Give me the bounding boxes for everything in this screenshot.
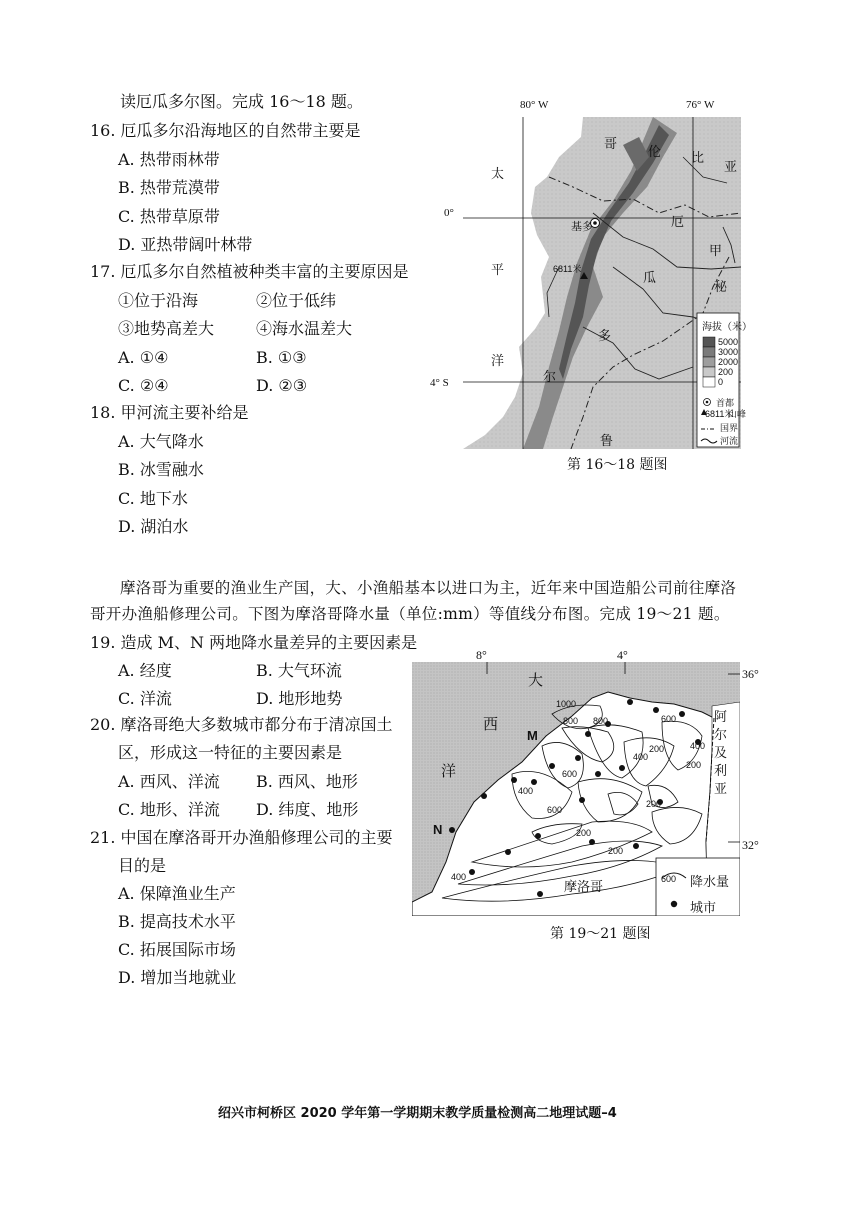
legend-border: 国界 [720,423,739,433]
colombia-label: 伦 [648,145,662,160]
legend-level: 5000 [718,337,739,347]
ocean-label: 太 [491,167,505,182]
question-17-option: C. ②④ [118,376,169,395]
question-21-option: A. 保障渔业生产 [118,884,236,903]
question-19-option: D. 地形地势 [256,689,343,708]
lat-label-36: 36° [742,667,759,681]
legend-city-label: 城市 [690,901,717,916]
ocean-label-2: 西 [483,715,499,733]
legend-river: 河流 [720,436,739,446]
question-21-stem-cont: 目的是 [118,856,167,875]
point-n-label: N [433,822,443,837]
legend-level: 3000 [718,347,739,357]
isoline-value: 800 [593,716,609,726]
question-17-item: ④海水温差大 [256,319,353,338]
isoline-value: 400 [518,786,534,796]
question-19-option: C. 洋流 [118,689,172,708]
question-18-option: B. 冰雪融水 [118,460,204,479]
question-18-option: D. 湖泊水 [118,517,189,536]
legend-level: 200 [718,367,734,377]
peru-label: 秘 [714,280,728,295]
peak-label: 6811米 [553,264,582,274]
question-19-stem: 19. 造成 M、N 两地降水量差异的主要因素是 [90,633,418,652]
algeria-label: 及 [714,746,728,761]
question-18-option: A. 大气降水 [118,432,204,451]
isoline-value: 600 [661,714,677,724]
isoline-value: 400 [633,752,649,762]
isoline-value: 400 [451,872,467,882]
question-17-option: B. ①③ [256,348,307,367]
legend-level: 0 [718,377,724,387]
lon-label-4: 4° [617,648,628,662]
question-16-stem: 16. 厄瓜多尔沿海地区的自然带主要是 [90,121,361,140]
legend-peak-value: 6811米 [705,409,734,419]
question-20-option: D. 纬度、地形 [256,800,359,819]
question-20-stem-cont: 区，形成这一特征的主要因素是 [118,743,343,762]
question-16-option: A. 热带雨林带 [118,150,220,169]
country-label: 摩洛哥 [564,880,604,895]
map2-caption: 第 19～21 题图 [550,926,651,942]
question-21-stem: 21. 中国在摩洛哥开办渔船修理公司的主要 [90,828,393,847]
legend-isoline-value: 600 [661,874,677,884]
isoline-value: 1000 [556,699,577,709]
question-17-option: A. ①④ [118,348,169,367]
isoline-value: 400 [690,741,706,751]
question-20-option: A. 西风、洋流 [118,772,220,791]
lat-label-4s: 4° S [430,377,449,389]
lat-label-32: 32° [742,838,759,852]
colombia-label: 哥 [604,137,618,152]
question-16-option: C. 热带草原带 [118,207,220,226]
lon-label-80w: 80° W [520,99,549,111]
legend-isoline-label: 降水量 [690,875,730,890]
legend-peak: 山峰 [728,409,747,419]
algeria-label: 亚 [714,782,728,797]
ocean-label: 洋 [491,354,505,369]
isoline-value: 800 [563,716,579,726]
ecuador-label: 厄 [671,215,685,230]
intro-16-18: 读厄瓜多尔图。完成 16～18 题。 [120,92,363,111]
isoline-value: 200 [576,828,592,838]
question-19-option: A. 经度 [118,661,172,680]
lat-label-0: 0° [444,207,454,219]
ecuador-map [463,117,741,449]
ecuador-label: 瓜 [643,271,657,286]
point-m-label: M [527,728,538,743]
intro-19-21-line2: 哥开办渔船修理公司。下图为摩洛哥降水量（单位:mm）等值线分布图。完成 19～21 题。 [90,605,730,623]
question-21-option: D. 增加当地就业 [118,968,237,987]
question-20-stem: 20. 摩洛哥绝大多数城市都分布于清凉国土 [90,715,393,734]
isoline-value: 200 [646,799,662,809]
isoline-value: 200 [686,760,702,770]
river-jia-label: 甲 [709,244,723,259]
question-16-option: B. 热带荒漠带 [118,178,220,197]
lon-label-8: 8° [476,648,487,662]
question-17-item: ①位于沿海 [118,291,199,310]
ecuador-label: 尔 [543,370,557,385]
question-16-option: D. 亚热带阔叶林带 [118,235,253,254]
question-17-option: D. ②③ [256,376,308,395]
question-18-stem: 18. 甲河流主要补给是 [90,403,249,422]
colombia-label: 亚 [724,160,738,175]
question-18-option: C. 地下水 [118,489,188,508]
legend-level: 2000 [718,357,739,367]
question-17-item: ②位于低纬 [256,291,337,310]
isoline-value: 600 [547,805,563,815]
map1-caption: 第 16～18 题图 [567,457,668,473]
lon-label-76w: 76° W [686,99,715,111]
legend-title: 海拔（米） [702,322,752,333]
isoline-value: 200 [649,744,665,754]
question-19-option: B. 大气环流 [256,661,342,680]
question-17-stem: 17. 厄瓜多尔自然植被种类丰富的主要原因是 [90,262,409,281]
ecuador-label: 多 [598,329,612,344]
page-footer: 绍兴市柯桥区 2020 学年第一学期期末教学质量检测高二地理试题–4 [218,1106,617,1121]
question-21-option: C. 拓展国际市场 [118,940,236,959]
isoline-value: 600 [562,769,578,779]
capital-label: 基多 [571,221,593,233]
ocean-label: 平 [491,263,505,278]
question-20-option: C. 地形、洋流 [118,800,220,819]
isoline-value: 200 [608,846,624,856]
colombia-label: 比 [691,151,705,166]
question-17-item: ③地势高差大 [118,319,215,338]
intro-19-21-line1: 摩洛哥为重要的渔业生产国，大、小渔船基本以进口为主，近年来中国造船公司前往摩洛 [120,579,737,597]
algeria-label: 阿 [714,710,728,725]
question-20-option: B. 西风、地形 [256,772,358,791]
ocean-label-2: 洋 [441,762,457,780]
question-21-option: B. 提高技术水平 [118,912,236,931]
algeria-label: 利 [714,764,728,779]
legend-capital: 首都 [716,398,735,408]
ocean-label-2: 大 [528,671,544,689]
algeria-label: 尔 [714,728,728,743]
peru-label: 鲁 [600,434,614,449]
